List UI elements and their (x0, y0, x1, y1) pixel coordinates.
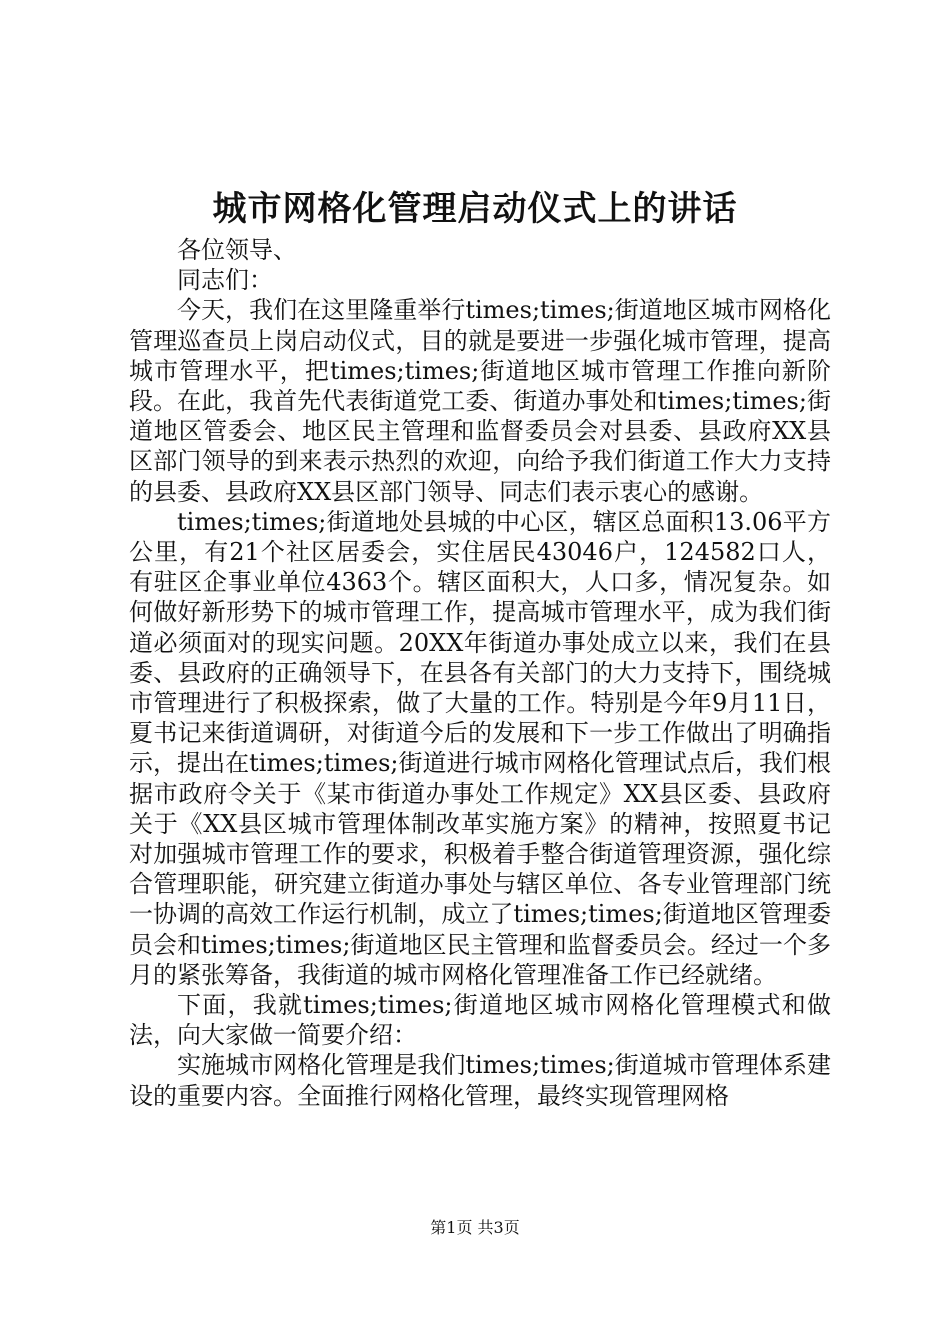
document-body (129, 235, 831, 1111)
greeting-line: 各位领导、 (177, 236, 297, 264)
body-paragraph: 实施城市网格化管理是我们times;times;街道城市管理体系建设的重要内容。全面推行网格化管理，最终实现管理网格 (129, 1051, 831, 1110)
greeting-line: 同志们： (177, 266, 273, 295)
body-paragraph: 下面，我就times;times;街道地区城市网格化管理模式和做法，向大家做一简要介绍： (129, 991, 831, 1050)
page-number-footer: 第1页 共3页 (430, 1218, 520, 1237)
body-paragraph: times;times;街道地处县城的中心区，辖区总面积13.06平方公里，有21个社区居委会，实住居民43046户，124582口人，有驻区企事业单位4363个。辖区面积大，人口多，情况复杂。如何做好新形势下的城市管理工作，提高城市管理水平，成为我们街道必须面对的现实问题。20XX年街道办事处成立以来，我们在县委、县政府的正确领导下，在县各有关部门的大力支持下，围绕城市管理进行了积极探索，做了大量的工作。特别是今年9月11日，夏书记来街道调研，对街道今后的发展和下一步工作做出了明确指示，提出在times;times;街道进行城市网格化管理试点后，我们根据市政府令关于《某市街道办事处工作规定》XX县区委、县政府关于《XX县区城市管理体制改革实施方案》的精神，按照夏书记对加强城市管理工作的要求，积极着手整合街道管理资源，强化综合管理职能，研究建立街道办事处与辖区单位、各专业管理部门统一协调的高效工作运行机制，成立了times;times;街道地区管理委员会和times;times;街道地区民主管理和监督委员会。经过一个多月的紧张筹备，我街道的城市网格化管理准备工作已经就绪。 (129, 507, 831, 989)
body-paragraph: 今天，我们在这里隆重举行times;times;街道地区城市网格化管理巡查员上岗启动仪式，目的就是要进一步强化城市管理，提高城市管理水平，把times;times;街道地区城市管理工作推向新阶段。在此，我首先代表街道党工委、街道办事处和times;times;街道地区管委会、地区民主管理和监督委员会对县委、县政府XX县区部门领导的到来表示热烈的欢迎，向给予我们街道工作大力支持的县委、县政府XX县区部门领导、同志们表示衷心的感谢。 (129, 296, 831, 506)
document-title: 城市网格化管理启动仪式上的讲话 (212, 189, 738, 229)
